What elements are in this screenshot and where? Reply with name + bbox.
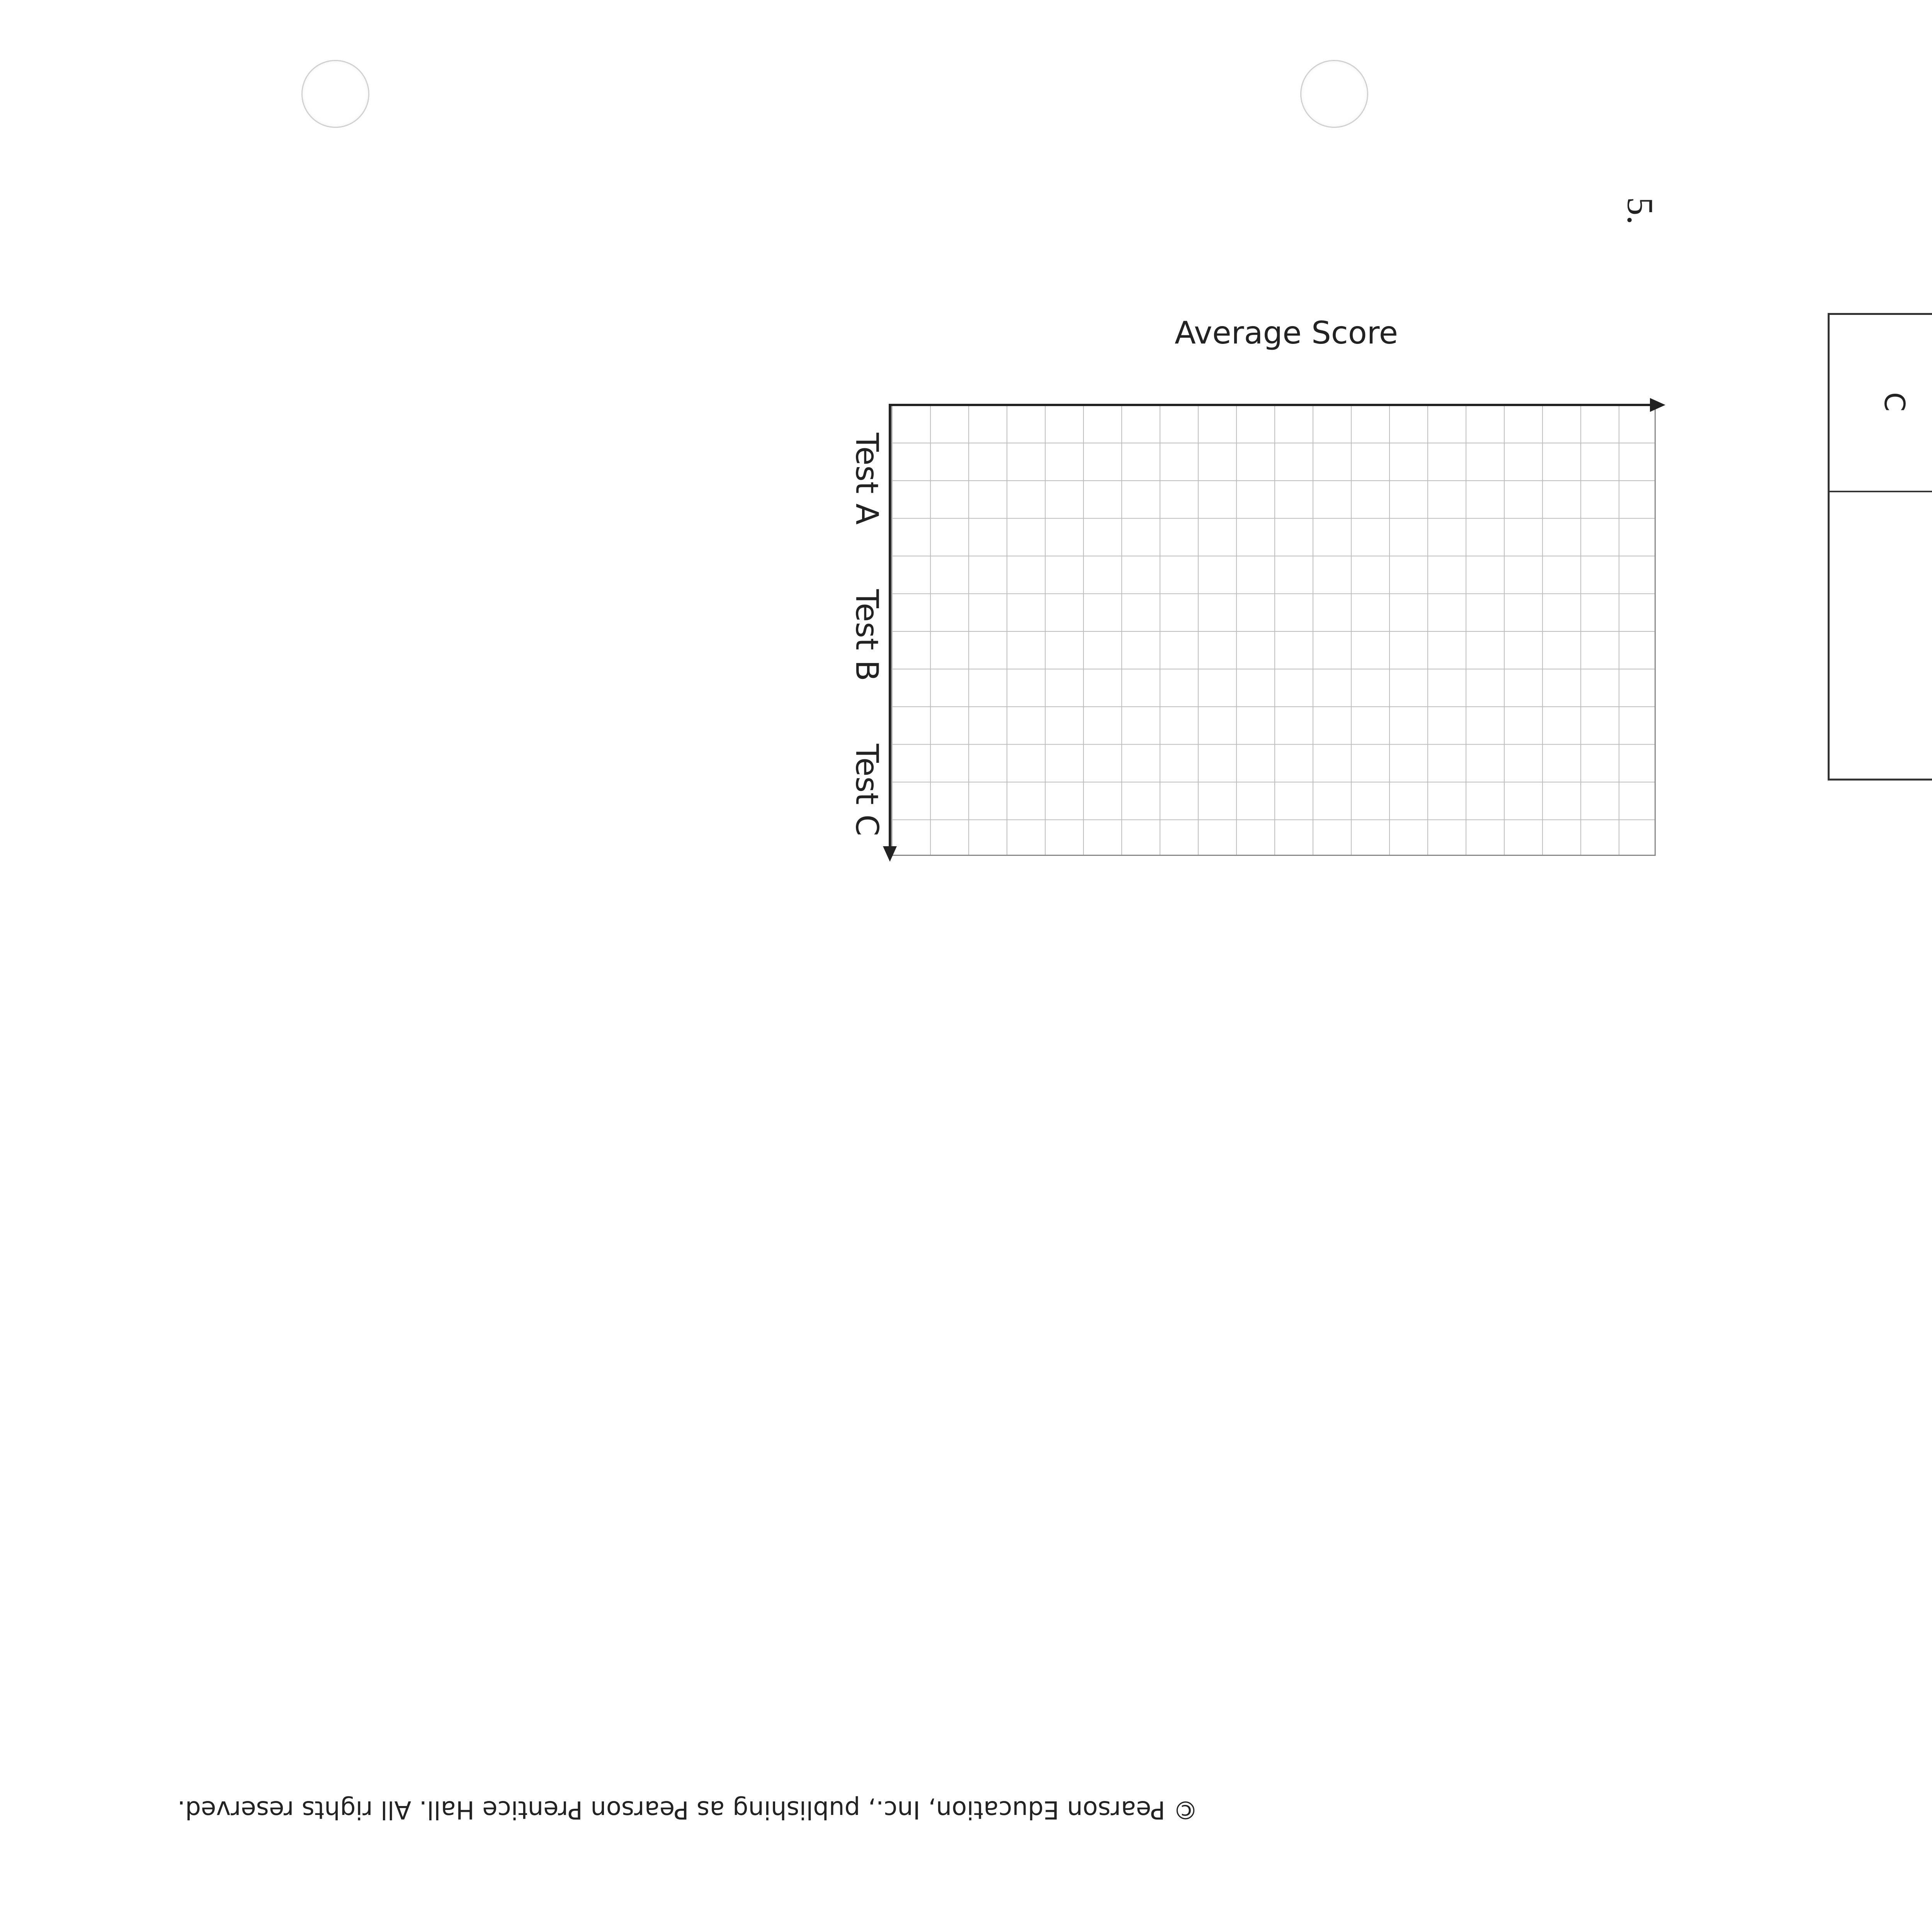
table-cell-test-c: C	[1878, 392, 1911, 412]
value-axis	[889, 404, 1654, 406]
copyright-notice: © Pearson Education, Inc., publishing as Pearson Prentice Hall. All rights reserved.	[177, 1795, 1198, 1824]
category-axis	[889, 406, 891, 850]
bar-graph-grid[interactable]	[891, 404, 1656, 856]
category-label-test-b: Test B	[849, 589, 885, 681]
question-5-number: 5.	[1620, 197, 1661, 225]
category-axis-arrow	[883, 846, 897, 862]
category-label-test-a: Test A	[849, 433, 885, 525]
average-score-table	[1828, 313, 1932, 781]
graph-value-axis-title: Average Score	[1175, 315, 1398, 351]
table-divider	[1830, 491, 1932, 492]
value-axis-arrow	[1650, 398, 1665, 412]
binder-hole-top	[301, 60, 369, 128]
category-label-test-c: Test C	[849, 744, 885, 836]
binder-hole-middle	[1300, 60, 1368, 128]
